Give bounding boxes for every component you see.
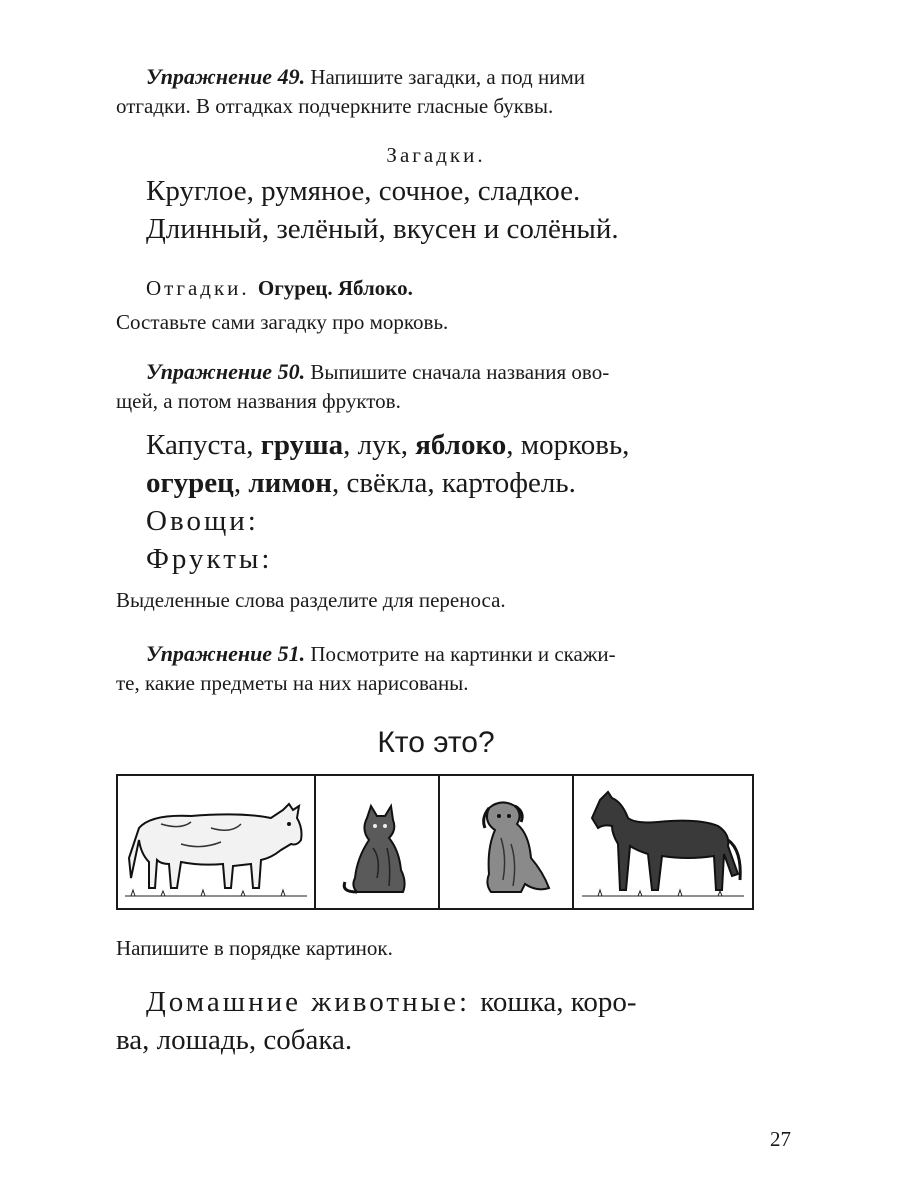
cow-icon <box>121 788 311 908</box>
word-text: , лук, <box>343 429 416 461</box>
answers-label: Отгадки. <box>146 276 258 300</box>
words-line-2 <box>116 464 756 502</box>
highlighted-word: груша <box>260 429 344 461</box>
horse-picture <box>574 776 752 908</box>
answer-line-1 <box>116 983 756 1021</box>
exercise-50-instruction <box>116 357 756 387</box>
highlighted-word: огурец <box>146 467 234 499</box>
riddles-heading: Загадки. <box>386 143 486 167</box>
exercise-51-text-1: Посмотрите на картинки и скажи- <box>305 642 616 666</box>
exercise-50-text-1: Выпишите сначала названия ово- <box>305 360 610 384</box>
answer-label: Домашние животные: <box>146 986 481 1018</box>
exercise-50-task: Выделенные слова разделите для переноса. <box>116 588 506 612</box>
word-text: Капуста, <box>146 429 261 461</box>
riddle-line-2: Длинный, зелёный, вкусен и солёный. <box>146 213 619 245</box>
exercise-50-title: Упражнение 50. <box>146 359 306 384</box>
animal-pictures-strip <box>116 774 754 910</box>
cat-picture <box>316 776 440 908</box>
word-text: , свёкла, картофель. <box>331 467 576 499</box>
fruits-label: Фрукты: <box>146 543 273 575</box>
highlighted-word: лимон <box>248 467 332 499</box>
exercise-51-title: Упражнение 51. <box>146 641 306 666</box>
exercise-49-instruction <box>116 62 756 92</box>
dog-picture <box>440 776 574 908</box>
words-line-1 <box>116 426 756 464</box>
who-is-it-heading: Кто это? <box>377 726 495 759</box>
exercise-51-task: Напишите в порядке картинок. <box>116 936 393 960</box>
exercise-49-title: Упражнение 49. <box>146 64 306 89</box>
answer-line-2: ва, лошадь, собака. <box>116 1024 353 1056</box>
cat-icon <box>327 798 427 908</box>
answers-line <box>116 274 756 303</box>
exercise-51-text-2: те, какие предметы на них нарисованы. <box>116 671 469 695</box>
word-text: , морковь, <box>506 429 630 461</box>
word-text: , <box>233 467 249 499</box>
dog-icon <box>451 788 561 908</box>
horse-icon <box>578 784 748 908</box>
vegetables-label: Овощи: <box>146 505 259 537</box>
exercise-51-instruction <box>116 639 756 669</box>
exercise-49-text-1: Напишите загадки, а под ними <box>305 65 585 89</box>
riddle-line-1: Круглое, румяное, сочное, сладкое. <box>146 175 581 207</box>
answers-text: Огурец. Яблоко. <box>257 276 413 300</box>
answer-line-1-rest: кошка, коро- <box>480 986 637 1018</box>
highlighted-word: яблоко <box>415 429 507 461</box>
textbook-page <box>116 62 756 1059</box>
exercise-50-text-2: щей, а потом названия фруктов. <box>116 389 401 413</box>
exercise-49-task: Составьте сами загадку про морковь. <box>116 310 449 334</box>
cow-picture <box>118 776 316 908</box>
exercise-49-text-2: отгадки. В отгадках подчеркните гласные буквы. <box>116 94 554 118</box>
page-number: 27 <box>770 1127 791 1151</box>
